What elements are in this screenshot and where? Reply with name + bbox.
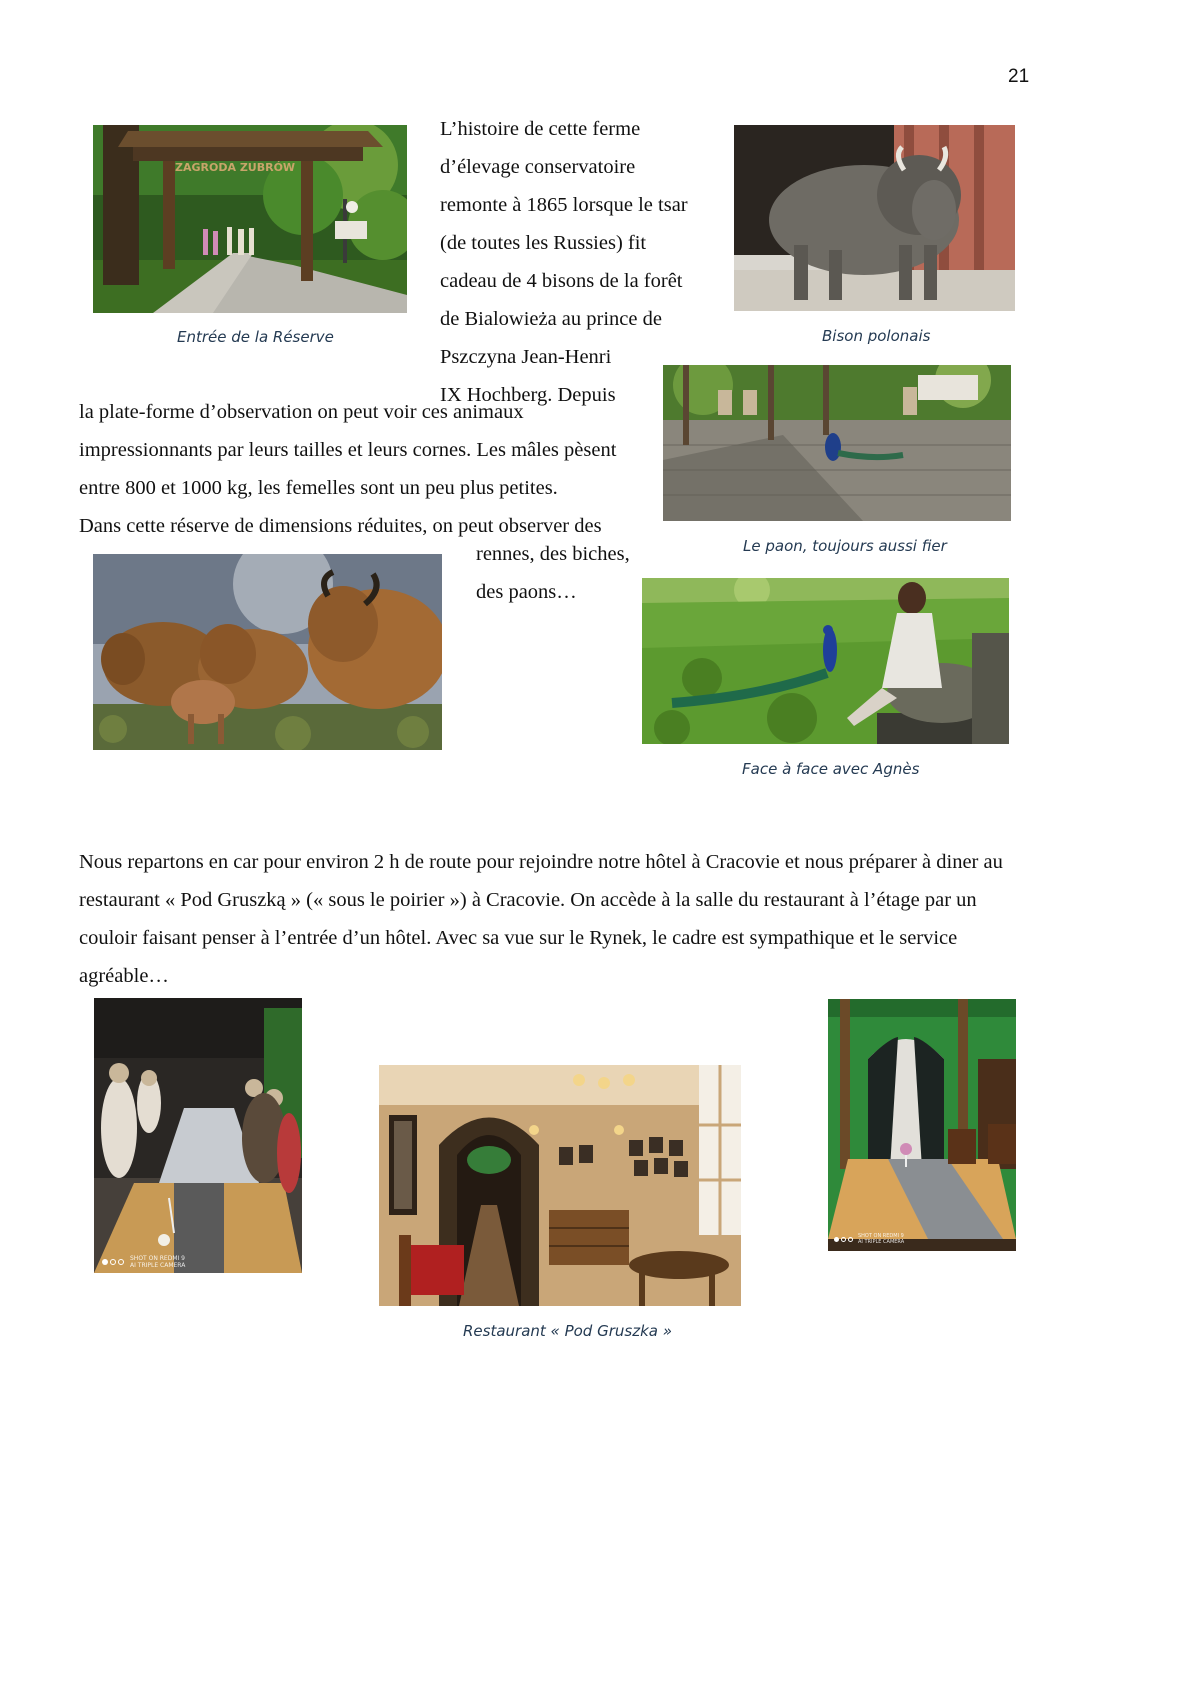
caption-restaurant: Restaurant « Pod Gruszka » <box>463 1322 672 1340</box>
intro-paragraph <box>440 110 688 414</box>
caption-entrance: Entrée de la Réserve <box>177 328 334 346</box>
body-line: Dans cette réserve de dimensions réduites, on peut observer des <box>79 515 602 537</box>
intro-line: IX Hochberg. Depuis <box>440 384 616 406</box>
photo-restaurant-hallway <box>379 1065 741 1306</box>
body-paragraph-1 <box>79 393 616 545</box>
photo-bison <box>734 125 1015 311</box>
gate-sign-text: ZAGRODA ZUBRÓW <box>175 161 296 174</box>
body-line: rennes, des biches, <box>476 543 630 565</box>
intro-line: d’élevage conservatoire <box>440 156 636 178</box>
body-line: la plate-forme d’observation on peut voir ces animaux <box>79 401 524 423</box>
intro-line: de Bialowieża au prince de <box>440 308 662 330</box>
body-line: restaurant « Pod Gruszką » (« sous le poirier ») à Cracovie. On accède à la salle du restaurant à l’étage par un <box>79 889 977 911</box>
body-paragraph-1-continuation <box>476 535 630 611</box>
intro-line: (de toutes les Russies) fit <box>440 232 647 254</box>
caption-peacock: Le paon, toujours aussi fier <box>743 537 947 555</box>
photo-restaurant-table <box>828 999 1016 1251</box>
camera-tag-line: AI TRIPLE CAMERA <box>130 1262 186 1269</box>
body-line: Nous repartons en car pour environ 2 h de route pour rejoindre notre hôtel à Cracovie et nous préparer à diner au <box>79 851 1003 873</box>
camera-tag-line: SHOT ON REDMI 9 <box>858 1233 904 1239</box>
page-number: 21 <box>1008 66 1030 87</box>
photo-bison-family <box>93 554 442 750</box>
photo-peacock-pavement <box>663 365 1011 521</box>
body-line: couloir faisant penser à l’entrée d’un hôtel. Avec sa vue sur le Rynek, le cadre est sympathique et le service <box>79 927 958 949</box>
camera-tag-line: SHOT ON REDMI 9 <box>130 1255 185 1262</box>
intro-line: cadeau de 4 bisons de la forêt <box>440 270 683 292</box>
body-line: entre 800 et 1000 kg, les femelles sont un peu plus petites. <box>79 477 558 499</box>
body-line: impressionnants par leurs tailles et leurs cornes. Les mâles pèsent <box>79 439 617 461</box>
body-paragraph-2 <box>79 843 1003 995</box>
photo-restaurant-group <box>94 998 302 1273</box>
camera-dots-icon <box>834 1237 853 1242</box>
photo-reserve-entrance <box>93 125 407 313</box>
intro-line: Pszczyna Jean-Henri <box>440 346 612 368</box>
photo-agnes-peacock <box>642 578 1009 744</box>
intro-line: remonte à 1865 lorsque le tsar <box>440 194 688 216</box>
intro-line: L’histoire de cette ferme <box>440 118 641 140</box>
camera-tag-line: AI TRIPLE CAMERA <box>858 1239 905 1245</box>
body-line: agréable… <box>79 965 169 987</box>
body-line: des paons… <box>476 581 577 603</box>
caption-agnes: Face à face avec Agnès <box>742 760 920 778</box>
caption-bison: Bison polonais <box>822 327 931 345</box>
camera-dots-icon <box>102 1259 124 1265</box>
